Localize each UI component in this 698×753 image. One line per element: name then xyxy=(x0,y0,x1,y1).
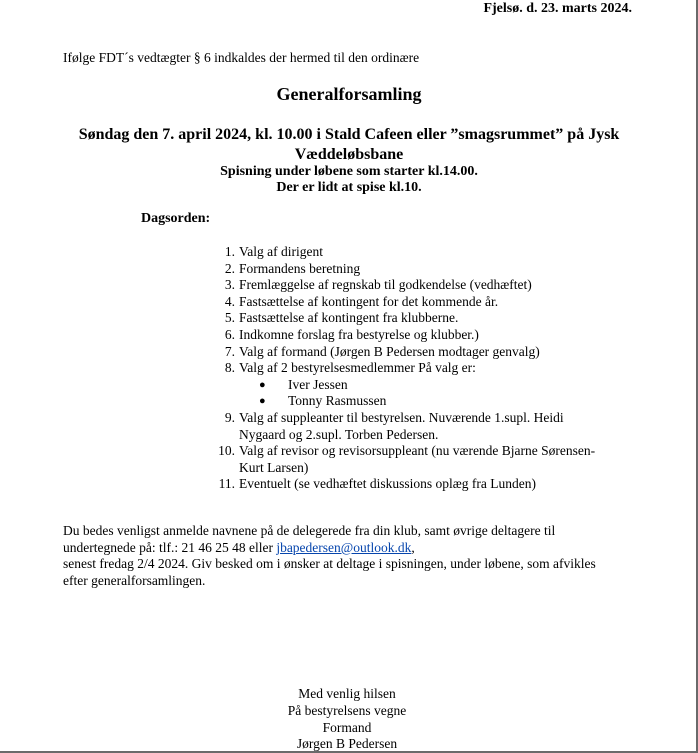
bullet-icon: ● xyxy=(259,395,266,408)
agenda-list xyxy=(210,244,630,493)
agenda-subitem-text: Iver Jessen xyxy=(288,376,348,392)
agenda-item-number: 4. xyxy=(224,293,235,309)
agenda-item-text: Nygaard og 2.supl. Torben Pedersen. xyxy=(239,426,439,442)
agenda-item-number: 10. xyxy=(218,443,235,459)
agenda-item xyxy=(210,410,630,427)
agenda-item-number: 9. xyxy=(224,409,235,425)
agenda-item xyxy=(210,310,630,327)
agenda-item-text: Eventuelt (se vedhæftet diskussions oplæg fra Lunden) xyxy=(239,476,536,492)
agenda-item-text: Indkomne forslag fra bestyrelse og klubber.) xyxy=(239,326,479,342)
agenda-subitem-text: Tonny Rasmussen xyxy=(288,393,387,409)
agenda-item-number: 2. xyxy=(224,260,235,276)
closing-line-3: senest fredag 2/4 2024. Giv besked om i ønsker at deltage i spisningen, under løbene, som afvikles xyxy=(63,556,596,572)
agenda-item-text: Valg af 2 bestyrelsesmedlemmer På valg er: xyxy=(239,360,476,376)
closing-paragraph xyxy=(63,523,663,589)
intro-text: Ifølge FDT´s vedtægter § 6 indkaldes der hermed til den ordinære xyxy=(63,50,420,65)
agenda-item-text: Kurt Larsen) xyxy=(239,459,309,475)
meeting-line-2: Væddeløbsbane xyxy=(294,146,404,163)
signature-on-behalf: På bestyrelsens vegne xyxy=(287,702,407,718)
agenda-item xyxy=(210,427,630,444)
agenda-item-number: 1. xyxy=(224,244,235,259)
closing-line-4: efter generalforsamlingen. xyxy=(63,572,206,588)
agenda-subitem xyxy=(210,393,630,410)
closing-line-2 xyxy=(63,540,663,557)
signature-block xyxy=(0,686,698,753)
agenda-item-text: Valg af revisor og revisorsuppleant (nu værende Bjarne Sørensen- xyxy=(239,443,596,459)
signature-role: Formand xyxy=(322,719,372,735)
agenda-item-text: Fastsættelse af kontingent fra klubberne. xyxy=(239,310,459,326)
agenda-heading: Dagsorden: xyxy=(141,211,211,226)
agenda-item xyxy=(210,294,630,311)
agenda-item-number: 8. xyxy=(224,360,235,376)
signature-name: Jørgen B Pedersen xyxy=(296,736,398,752)
closing-line-2-suffix: , xyxy=(411,539,415,555)
agenda-item-text: Fremlæggelse af regnskab til godkendelse (vedhæftet) xyxy=(239,277,532,293)
agenda-subitem xyxy=(210,377,630,394)
agenda-item-number: 3. xyxy=(224,277,235,293)
agenda-item-text: Valg af formand (Jørgen B Pedersen modtager genvalg) xyxy=(239,343,540,359)
agenda-item-text: Valg af dirigent xyxy=(239,244,323,259)
agenda-item xyxy=(210,360,630,377)
agenda-item-text: Fastsættelse af kontingent for det kommende år. xyxy=(239,293,499,309)
agenda-item xyxy=(210,261,630,278)
meal-info xyxy=(0,164,698,196)
agenda-item xyxy=(210,327,630,344)
agenda-item-text: Formandens beretning xyxy=(239,260,361,276)
bullet-icon: ● xyxy=(259,378,266,391)
agenda-item-number: 6. xyxy=(224,326,235,342)
document-title: Generalforsamling xyxy=(276,84,422,104)
meal-line-2: Der er lidt at spise kl.10. xyxy=(276,180,422,195)
agenda-item xyxy=(210,277,630,294)
agenda-item xyxy=(210,244,630,261)
meal-line-1: Spisning under løbene som starter kl.14.00. xyxy=(220,164,478,179)
date-line: Fjelsø. d. 23. marts 2024. xyxy=(483,1,632,16)
meeting-details xyxy=(0,125,698,165)
meeting-line-1: Søndag den 7. april 2024, kl. 10.00 i Stald Cafeen eller ”smagsrummet” på Jysk xyxy=(78,126,620,143)
agenda-item xyxy=(210,460,630,477)
agenda-item xyxy=(210,443,630,460)
agenda-item xyxy=(210,476,630,493)
agenda-item-number: 5. xyxy=(224,310,235,326)
email-link[interactable]: jbapedersen@outlook.dk xyxy=(276,539,412,555)
closing-line-2-text: undertegnede på: tlf.: 21 46 25 48 eller xyxy=(63,539,277,555)
closing-line-1: Du bedes venligst anmelde navnene på de delegerede fra din klub, samt øvrige deltagere til xyxy=(63,523,556,538)
agenda-item xyxy=(210,344,630,361)
signature-greeting: Med venlig hilsen xyxy=(298,686,396,701)
agenda-item-number: 11. xyxy=(218,476,235,492)
agenda-item-text: Valg af suppleanter til bestyrelsen. Nuværende 1.supl. Heidi xyxy=(239,409,564,425)
agenda-item-number: 7. xyxy=(224,343,235,359)
